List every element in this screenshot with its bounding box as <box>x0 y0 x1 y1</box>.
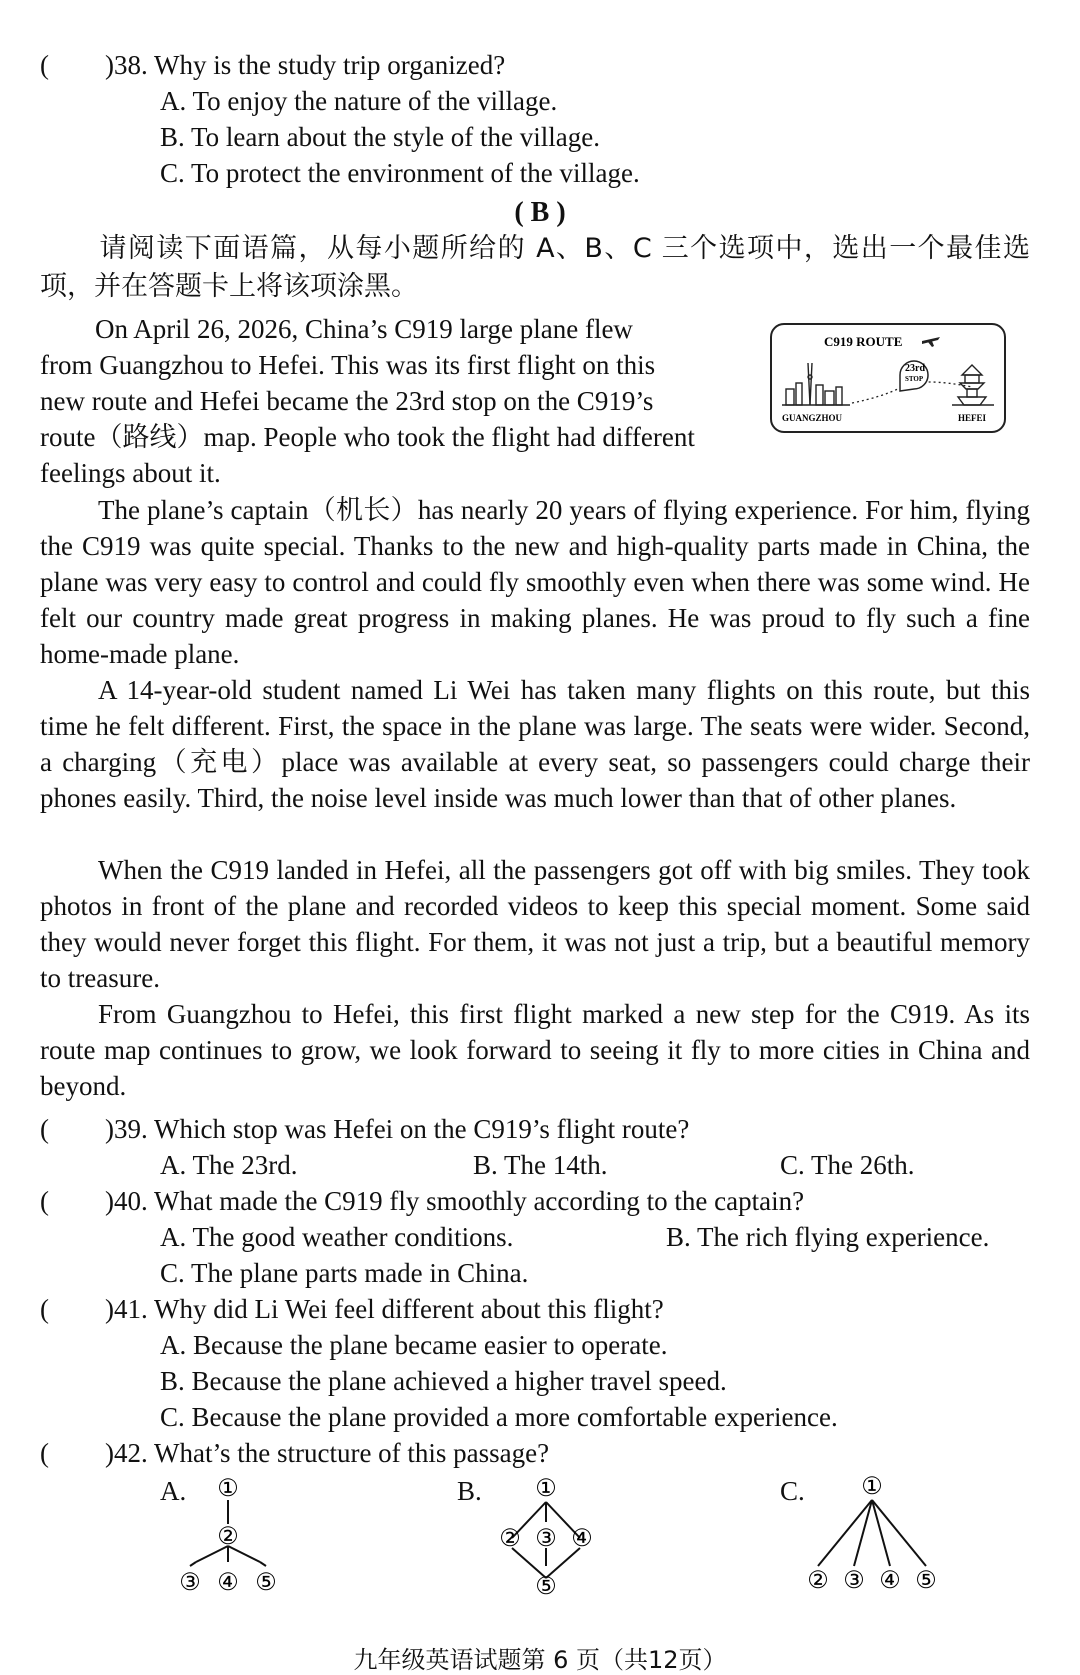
q40-option-a: A. The good weather conditions. <box>160 1222 514 1252</box>
q41-option-a: A. Because the plane became easier to operate. <box>160 1330 668 1360</box>
diagram-b-node-4: ④ <box>571 1526 593 1552</box>
diagram-c-node-1: ① <box>861 1474 883 1500</box>
diagram-c-node-5: ⑤ <box>915 1568 937 1594</box>
q38-paren: ( <box>40 50 49 80</box>
passage-p1-line-2: from Guangzhou to Hefei. This was its first flight on this <box>40 350 656 380</box>
route-from-label: GUANGZHOU <box>782 413 843 423</box>
diagram-a-node-1: ① <box>217 1476 239 1502</box>
q41-option-b: B. Because the plane achieved a higher travel speed. <box>160 1366 727 1396</box>
instruction-text: 请阅读下面语篇，从每小题所给的 A、B、C 三个选项中，选出一个最佳选项，并在答题卡上将该项涂黑。 <box>40 233 1030 302</box>
q39-option-b: B. The 14th. <box>473 1150 608 1180</box>
diagram-a-node-2: ② <box>217 1524 239 1550</box>
passage-p5-text: From Guangzhou to Hefei, this first flight marked a new step for the C919. As its route map continues to grow, we look forward to seeing it fly to more cities in China and beyond. <box>40 999 1030 1101</box>
structure-diagram-c <box>818 1500 926 1566</box>
diagram-c-node-2: ② <box>807 1568 829 1594</box>
diagram-c-node-4: ④ <box>879 1568 901 1594</box>
q39-paren: ( <box>40 1114 49 1144</box>
diagram-c-node-3: ③ <box>843 1568 865 1594</box>
q41-paren: ( <box>40 1294 49 1324</box>
passage-p3-text: A 14-year-old student named Li Wei has taken many flights on this route, but this time he felt different. First, the space in the plane was large. The seats were wider. Second, a charging（充电）place was available at every seat, so passengers could charge their phones easily. Third, the noise level inside was much lower than that of other planes. <box>40 675 1030 813</box>
diagram-a-node-4: ④ <box>217 1570 239 1596</box>
q39-stem: )39. Which stop was Hefei on the C919’s flight route? <box>105 1114 690 1144</box>
q41-option-c: C. Because the plane provided a more comfortable experience. <box>160 1402 838 1432</box>
q42-paren: ( <box>40 1438 49 1468</box>
passage-p4-text: When the C919 landed in Hefei, all the passengers got off with big smiles. They took photos in front of the plane and recorded videos to keep this special moment. Some said they would never forget this flight. For them, it was not just a trip, but a beautiful memory to treasure. <box>40 855 1030 993</box>
stop-badge-top: 23rd <box>905 363 925 374</box>
q39-option-c: C. The 26th. <box>780 1150 915 1180</box>
diagram-b-node-1: ① <box>535 1476 557 1502</box>
q42-option-a-label: A. <box>160 1476 187 1506</box>
q41-stem: )41. Why did Li Wei feel different about this flight? <box>105 1294 664 1324</box>
passage-p2-text: The plane’s captain（机长）has nearly 20 years of flying experience. For him, flying the C919 was quite special. Thanks to the new and high-quality parts made in China, the plane was very easy to control and could fly smoothly even when there was some wind. He felt our country made great progress in making planes. He was proud to fly such a fine home-made plane. <box>40 495 1030 669</box>
q40-paren: ( <box>40 1186 49 1216</box>
diagram-a-node-5: ⑤ <box>255 1570 277 1596</box>
section-title: ( B ) <box>514 197 566 228</box>
q42-option-c-label: C. <box>780 1476 805 1506</box>
page-footer: 九年级英语试题第 6 页（共12页） <box>353 1646 727 1674</box>
q42-stem: )42. What’s the structure of this passage? <box>105 1438 550 1468</box>
passage-p1-line-4: route（路线）map. People who took the flight had different <box>40 422 695 452</box>
q38-option-b: B. To learn about the style of the village. <box>160 122 601 152</box>
q38-option-a: A. To enjoy the nature of the village. <box>160 86 558 116</box>
q39-option-a: A. The 23rd. <box>160 1150 298 1180</box>
passage-p1-line-3: new route and Hefei became the 23rd stop on the C919’s <box>40 386 654 416</box>
q40-option-c: C. The plane parts made in China. <box>160 1258 529 1288</box>
route-map-title: C919 ROUTE <box>824 334 903 349</box>
q42-option-b-label: B. <box>457 1476 482 1506</box>
passage-p1-line-5: feelings about it. <box>40 458 221 488</box>
route-to-label: HEFEI <box>958 413 987 423</box>
q38-option-c: C. To protect the environment of the village. <box>160 158 640 188</box>
q38-stem: )38. Why is the study trip organized? <box>105 50 506 80</box>
passage-p1-line-1: On April 26, 2026, China’s C919 large plane flew <box>95 314 633 344</box>
diagram-b-node-3: ③ <box>535 1526 557 1552</box>
q40-option-b: B. The rich flying experience. <box>666 1222 990 1252</box>
diagram-a-node-3: ③ <box>179 1570 201 1596</box>
stop-badge-bottom: STOP <box>905 375 924 383</box>
diagram-b-node-5: ⑤ <box>535 1574 557 1600</box>
diagram-b-node-2: ② <box>499 1526 521 1552</box>
q40-stem: )40. What made the C919 fly smoothly according to the captain? <box>105 1186 805 1216</box>
